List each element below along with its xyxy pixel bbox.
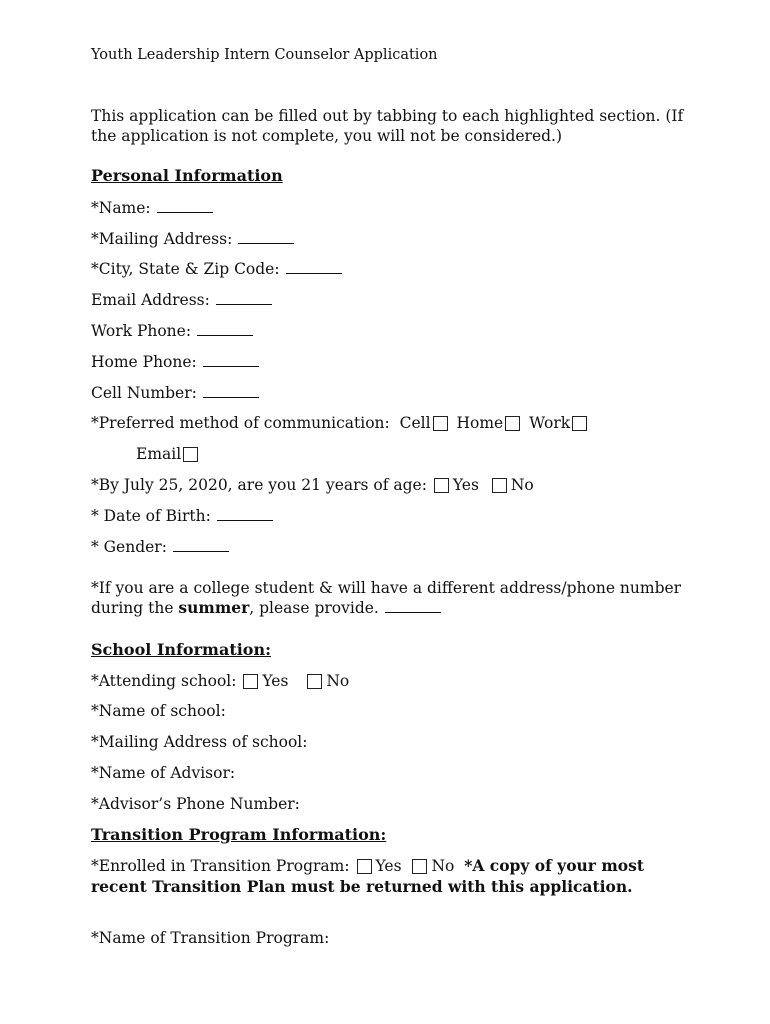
dob-row	[91, 506, 273, 526]
dob-field[interactable]	[217, 507, 273, 521]
college-note-prefix: during the	[91, 599, 179, 617]
home-phone-field[interactable]	[203, 353, 259, 367]
school-address-label: *Mailing Address of school:	[91, 733, 308, 751]
work-phone-label: Work Phone:	[91, 322, 192, 340]
enrolled-no-label: No	[431, 857, 455, 875]
enrolled-yes-checkbox[interactable]	[357, 859, 372, 874]
option-home-label: Home	[456, 414, 504, 432]
home-phone-row	[91, 352, 259, 372]
cell-checkbox[interactable]	[433, 416, 448, 431]
gender-label: * Gender:	[91, 538, 167, 556]
attending-school-row	[91, 671, 349, 691]
mailing-address-field[interactable]	[238, 230, 294, 244]
mailing-address-label: *Mailing Address:	[91, 230, 233, 248]
enrolled-transition-label: *Enrolled in Transition Program:	[91, 857, 350, 875]
college-summer-field[interactable]	[385, 599, 441, 613]
school-name-label: *Name of school:	[91, 702, 226, 720]
preferred-communication-label: *Preferred method of communication:	[91, 414, 390, 432]
name-label: *Name:	[91, 199, 151, 217]
transition-note-part2: recent Transition Plan must be returned with this application.	[91, 877, 633, 896]
city-state-zip-field[interactable]	[286, 260, 342, 274]
transition-note-part1: *A copy of your most	[464, 856, 644, 875]
option-work-label: Work	[529, 414, 571, 432]
enrolled-yes-label: Yes	[375, 857, 402, 875]
cell-number-row	[91, 383, 259, 403]
personal-info-heading: Personal Information	[91, 166, 283, 185]
enrolled-no-checkbox[interactable]	[412, 859, 427, 874]
home-phone-label: Home Phone:	[91, 353, 197, 371]
advisor-name-label: *Name of Advisor:	[91, 764, 236, 782]
email-row	[91, 290, 272, 310]
attending-no-checkbox[interactable]	[307, 674, 322, 689]
transition-program-label: *Name of Transition Program:	[91, 929, 330, 947]
transition-info-heading: Transition Program Information:	[91, 825, 387, 844]
gender-field[interactable]	[173, 538, 229, 552]
email-checkbox[interactable]	[183, 447, 198, 462]
college-note-line2	[91, 598, 441, 618]
work-phone-row	[91, 321, 253, 341]
age-no-label: No	[510, 476, 534, 494]
email-field[interactable]	[216, 291, 272, 305]
home-checkbox[interactable]	[505, 416, 520, 431]
name-row	[91, 198, 213, 218]
attending-yes-checkbox[interactable]	[243, 674, 258, 689]
email-option-row	[136, 444, 202, 464]
intro-text: This application can be filled out by tabbing to each highlighted section. (If the application is not complete, you will not be considered.)	[91, 107, 684, 145]
attending-yes-label: Yes	[262, 672, 289, 690]
cell-number-label: Cell Number:	[91, 384, 197, 402]
preferred-communication-row	[91, 413, 591, 433]
school-info-heading: School Information:	[91, 640, 271, 659]
mailing-address-row	[91, 229, 294, 249]
age-question-row	[91, 475, 534, 495]
gender-row	[91, 537, 229, 557]
attending-school-label: *Attending school:	[91, 672, 237, 690]
advisor-phone-label: *Advisor’s Phone Number:	[91, 795, 300, 813]
option-cell-label: Cell	[399, 414, 431, 432]
work-phone-field[interactable]	[197, 322, 253, 336]
attending-no-label: No	[326, 672, 350, 690]
city-state-zip-row	[91, 259, 342, 279]
college-note-suffix: , please provide.	[249, 599, 379, 617]
city-state-zip-label: *City, State & Zip Code:	[91, 260, 280, 278]
college-note-line1: *If you are a college student & will have a different address/phone number	[91, 579, 682, 597]
work-checkbox[interactable]	[572, 416, 587, 431]
cell-number-field[interactable]	[203, 384, 259, 398]
age-no-checkbox[interactable]	[492, 478, 507, 493]
dob-label: * Date of Birth:	[91, 507, 211, 525]
age-yes-checkbox[interactable]	[434, 478, 449, 493]
college-note-summer: summer	[178, 598, 250, 617]
age-yes-label: Yes	[452, 476, 479, 494]
email-label: Email Address:	[91, 291, 210, 309]
enrolled-transition-row	[91, 856, 644, 876]
name-field[interactable]	[157, 199, 213, 213]
option-email-label: Email	[136, 445, 182, 463]
document-title: Youth Leadership Intern Counselor Application	[91, 47, 438, 63]
age-question-label: *By July 25, 2020, are you 21 years of age:	[91, 476, 427, 494]
